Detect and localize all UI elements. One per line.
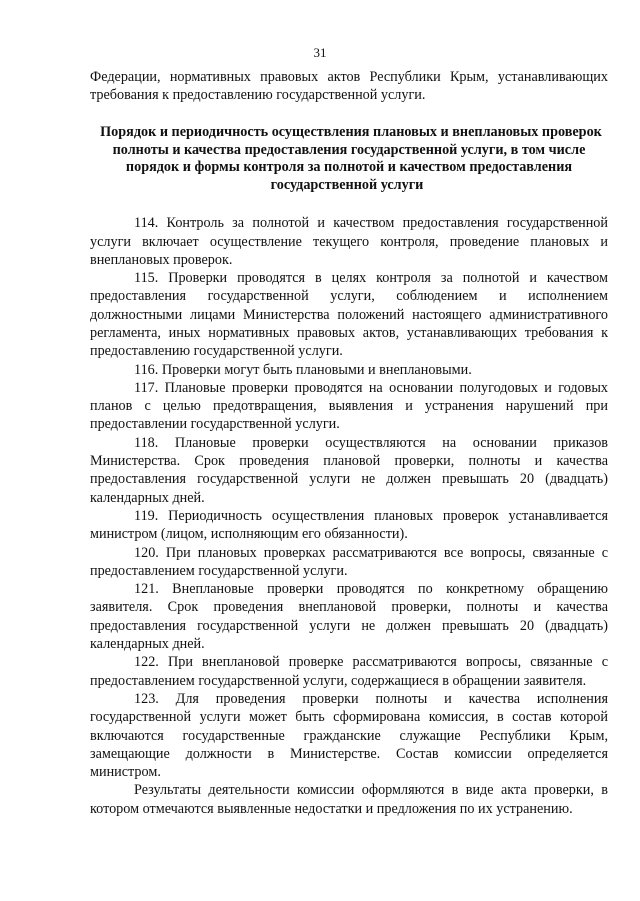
paragraph-114: 114. Контроль за полнотой и качеством предоставления государственной услуги включает осуществление текущего контроля, проведение плановых и внеплановых проверок. bbox=[90, 215, 608, 268]
paragraph-120: 120. При плановых проверках рассматриваются все вопросы, связанные с предоставлением государственной услуги. bbox=[90, 544, 608, 579]
intro-paragraph: Федерации, нормативных правовых актов Республики Крым, устанавливающих требования к предоставлению государственной услуги. bbox=[90, 69, 608, 104]
paragraph-115: 115. Проверки проводятся в целях контроля за полнотой и качеством предоставления государственной услуги, соблюдением и исполнением должностными лицами Министерства положений настоящего административного регламента, иных нормативных правовых актов, устанавливающих требования к предоставлению государственной услуги. bbox=[90, 270, 608, 360]
page-number: 31 bbox=[313, 45, 327, 60]
paragraph-116: 116. Проверки могут быть плановыми и внеплановыми. bbox=[134, 361, 472, 378]
section-heading-text: Порядок и периодичность осуществления плановых и внеплановых проверок полноты и качества предоставления государственной услуги, в том числе порядок и формы контроля за полнотой и качеством предоставления государственной услуги bbox=[100, 123, 602, 194]
paragraph-122: 122. При внеплановой проверке рассматриваются вопросы, связанные с предоставлением государственной услуги, содержащиеся в обращении заявителя. bbox=[90, 654, 608, 689]
paragraph-121: 121. Внеплановые проверки проводятся по конкретному обращению заявителя. Срок проведения внеплановой проверки, полноты и качества предоставления государственной услуги не должен превышать 20 (двадцать) календарных дней. bbox=[90, 581, 608, 653]
paragraph-117: 117. Плановые проверки проводятся на основании полугодовых и годовых планов с целью предотвращения, выявления и устранения нарушений при предоставлении государственной услуги. bbox=[90, 379, 608, 433]
document-body bbox=[90, 68, 608, 818]
section-heading bbox=[90, 124, 608, 196]
paragraph-123: 123. Для проведения проверки полноты и качества исполнения государственной услуги может быть сформирована комиссия, в состав которой включаются государственные гражданские служащие Республики Крым, замещающие должности в Министерстве. Состав комиссии определяется министром. bbox=[90, 690, 608, 781]
results-paragraph: Результаты деятельности комиссии оформляются в виде акта проверки, в котором отмечаются выявленные недостатки и предложения по их устранению. bbox=[90, 782, 608, 817]
paragraph-119: 119. Периодичность осуществления плановых проверок устанавливается министром (лицом, исполняющим его обязанности). bbox=[90, 507, 608, 543]
paragraph-118: 118. Плановые проверки осуществляются на основании приказов Министерства. Срок проведения плановой проверки, полноты и качества предоставления государственной услуги не должен превышать 20 (двадцать) календарных дней. bbox=[90, 434, 608, 506]
